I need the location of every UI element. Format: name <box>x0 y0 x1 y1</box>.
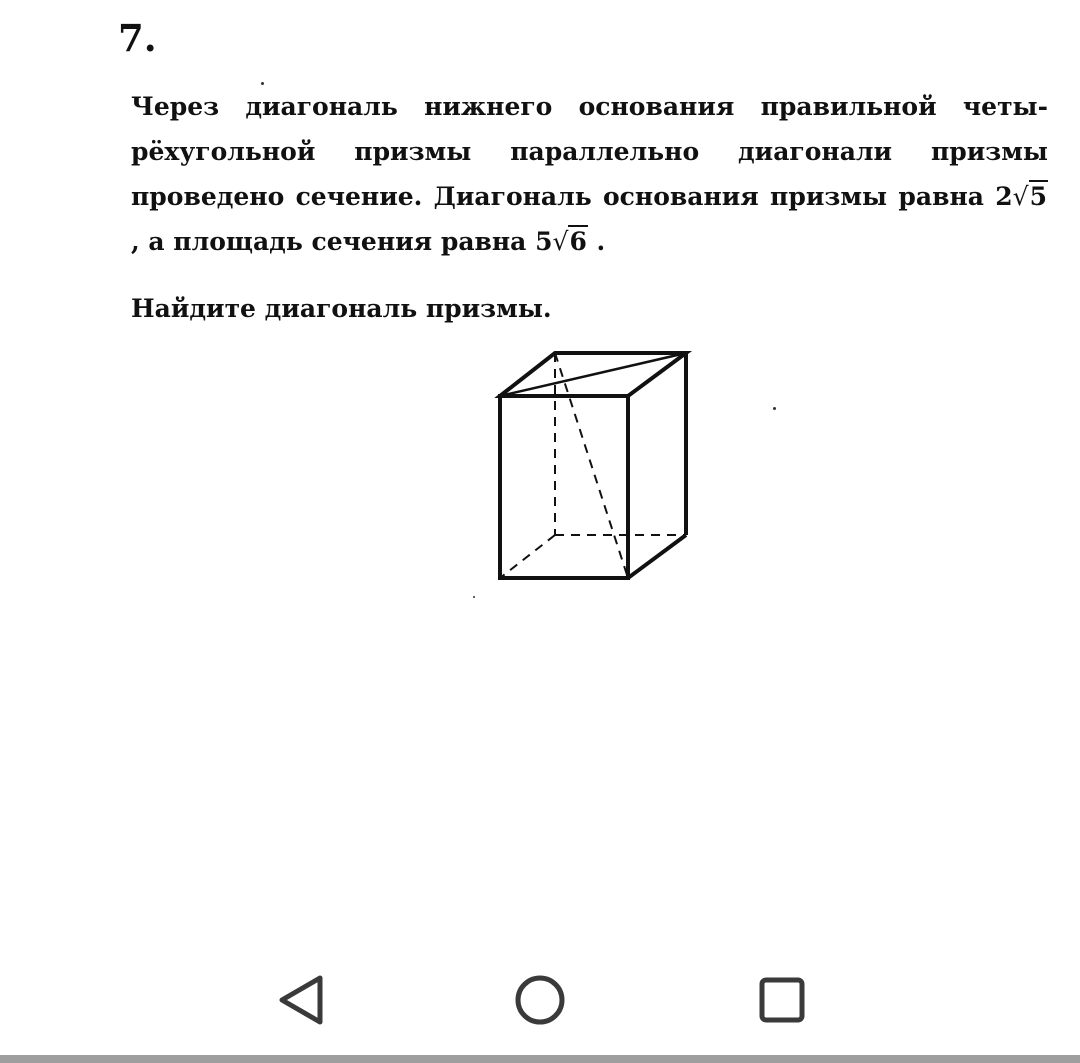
prism-front-face <box>500 396 628 578</box>
hidden-prism-diagonal <box>555 353 628 578</box>
scan-speck <box>261 82 264 85</box>
sqrt-symbol: √ <box>552 227 569 256</box>
problem-statement <box>131 84 1057 264</box>
base-diagonal-coefficient: 2 <box>995 182 1013 211</box>
section-area-value <box>535 225 588 256</box>
visible-edges <box>500 353 686 578</box>
statement-text-part3: . <box>587 227 606 256</box>
base-diagonal-radicand: 5 <box>1029 182 1047 211</box>
bottom-divider <box>0 1055 1080 1063</box>
section-area-coefficient: 5 <box>535 227 553 256</box>
sqrt-symbol: √ <box>1012 182 1029 211</box>
back-icon <box>270 970 330 1030</box>
bottom-right-edge <box>628 535 686 578</box>
problem-number: 7. <box>118 16 157 60</box>
section-area-radicand: 6 <box>569 227 587 256</box>
scan-speck <box>473 596 475 598</box>
android-navigation-bar <box>0 940 1080 1055</box>
problem-question: Найдите диагональ призмы. <box>131 294 552 323</box>
prism-figure <box>490 343 700 588</box>
scan-speck <box>773 407 776 410</box>
statement-text-part2: , а площадь сечения равна <box>131 182 1057 256</box>
hidden-bottom-left-edge <box>500 535 555 578</box>
nav-recents-button[interactable] <box>745 965 815 1035</box>
statement-text-part1: Через диагональ нижнего основания правильной четы-рёхугольной призмы параллельно диагонали призмы проведено сечение. Диагональ основания призмы равна <box>131 92 1057 211</box>
home-icon <box>510 970 570 1030</box>
hidden-edges <box>500 353 686 578</box>
nav-back-button[interactable] <box>265 965 335 1035</box>
nav-home-button[interactable] <box>505 965 575 1035</box>
base-diagonal-value <box>995 180 1048 211</box>
recents-icon <box>750 970 810 1030</box>
